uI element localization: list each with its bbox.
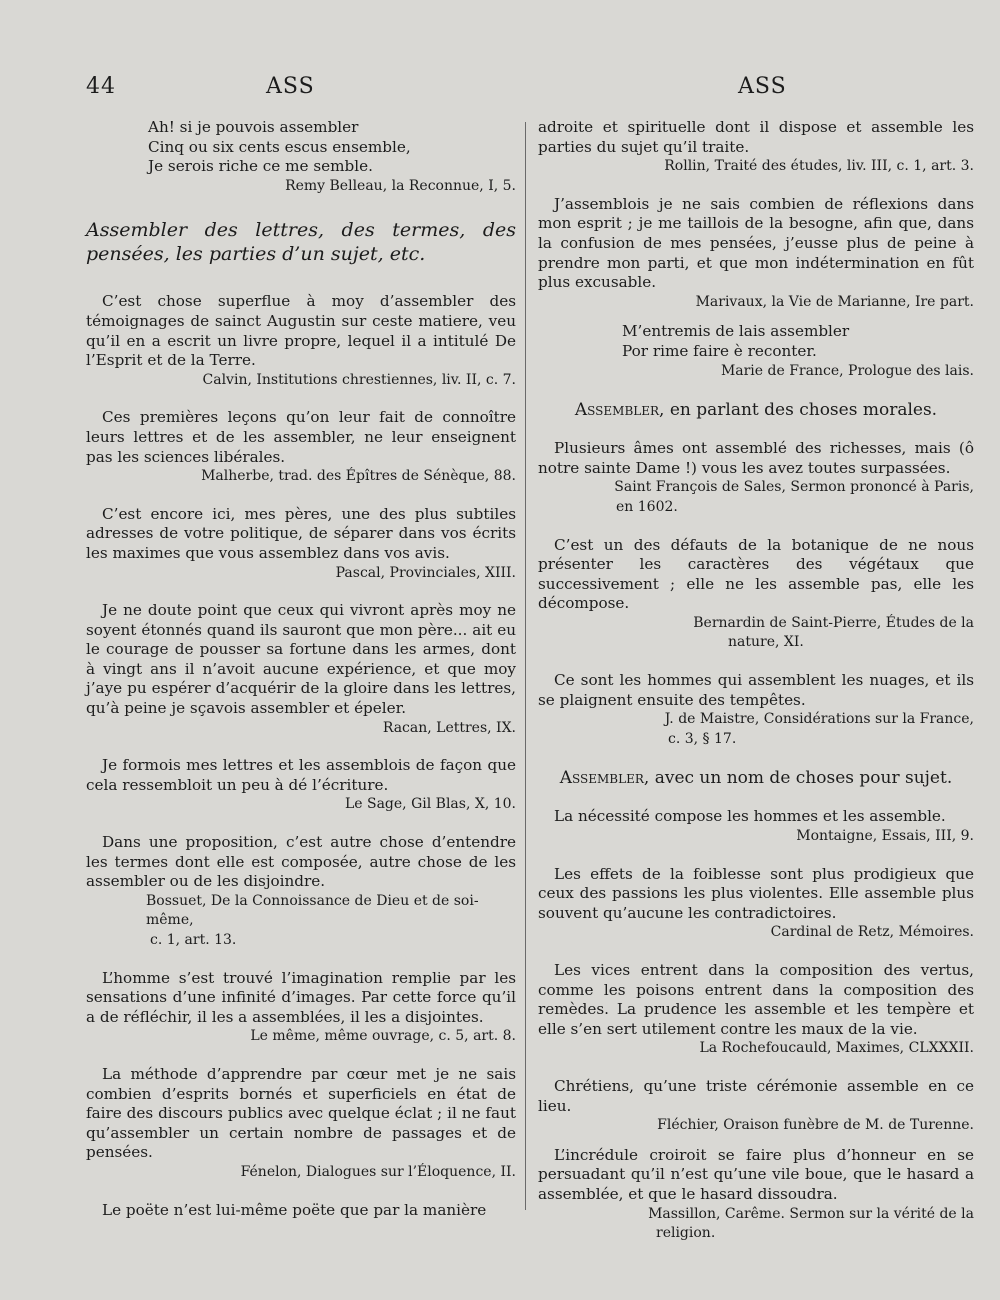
- citation: Saint François de Sales, Sermon prononcé à Paris,: [614, 479, 974, 496]
- citation-continued: c. 1, art. 13.: [150, 932, 237, 948]
- section-heading: [538, 767, 974, 789]
- right-column: [538, 118, 974, 1262]
- quotation: C’est chose superflue à moy d’assembler des témoignages de sainct Augustin sur ceste matiere, veu qu’il en a escrit un livre propre, lequel il a intitulé De l’Esprit et de la Terre.: [86, 292, 516, 370]
- verse-quote: [538, 322, 974, 381]
- citation: Le même, même ouvrage, c. 5, art. 8.: [250, 1028, 516, 1045]
- citation-continued: nature, XI.: [728, 634, 804, 651]
- citation: Cardinal de Retz, Mémoires.: [770, 924, 974, 941]
- section-heading-keyword: Assembler: [559, 768, 644, 789]
- section-heading-text: , en parlant des choses morales.: [659, 400, 938, 421]
- citation: Racan, Lettres, IX.: [382, 719, 516, 736]
- citation: Remy Belleau, la Reconnue, I, 5.: [285, 177, 516, 194]
- column-divider: [525, 122, 526, 1210]
- citation: Le Sage, Gil Blas, X, 10.: [344, 796, 516, 813]
- citation: Marie de France, Prologue des lais.: [720, 362, 974, 379]
- quotation: Ce sont les hommes qui assemblent les nuages, et ils se plaignent ensuite des tempêtes.: [538, 671, 974, 709]
- quotation: Ces premières leçons qu’on leur fait de connoître leurs lettres et de les assembler, ne leur enseignent pas les sciences libérales.: [86, 408, 516, 466]
- citation: Bernardin de Saint-Pierre, Études de la: [693, 614, 974, 631]
- quotation: J’assemblois je ne sais combien de réflexions dans mon esprit ; je me taillois de la besogne, afin que, dans la confusion de mes pensées, j’eusse plus de peine à prendre mon parti, et que mon indétermination en fût plus excusable.: [538, 194, 974, 292]
- citation: Fénelon, Dialogues sur l’Éloquence, II.: [240, 1163, 516, 1180]
- quotation: L’homme s’est trouvé l’imagination remplie par les sensations d’une infinité d’images. Par cette force qu’il a de réfléchir, il les a assemblées, il les a disjointes.: [86, 968, 516, 1026]
- quotation: Je formois mes lettres et les assemblois de façon que cela ressembloit un peu à dé l’écriture.: [86, 756, 516, 794]
- left-column: [86, 118, 516, 1238]
- quotation: Je ne doute point que ceux qui vivront après moy ne soyent étonnés quand ils sauront que mon père... ait eu le courage de pousser sa fortune dans les armes, dont à vingt ans il n’avoit aucune expérience, et que moy j’aye pu espérer d’acquérir de la gloire dans les lettres, qu’à peine je sçavois assembler et épeler.: [86, 601, 516, 718]
- quotation: Les effets de la foiblesse sont plus prodigieux que ceux des passions les plus violentes. Elle assemble plus souvent qu’aucune les contradictoires.: [538, 864, 974, 922]
- quotation: Les vices entrent dans la composition des vertus, comme les poisons entrent dans la composition des remèdes. La prudence les assemble et les tempère et elle s’en sert utilement contre les maux de la vie.: [538, 961, 974, 1038]
- citation: Calvin, Institutions chrestiennes, liv. II, c. 7.: [202, 371, 516, 388]
- verse-line: Por rime faire è reconter.: [622, 341, 817, 360]
- citation: J. de Maistre, Considérations sur la France,: [664, 711, 974, 728]
- citation-continued: c. 3, § 17.: [668, 730, 737, 747]
- citation: Pascal, Provinciales, XIII.: [335, 564, 516, 581]
- verse-quote: [86, 118, 516, 196]
- citation: La Rochefoucauld, Maximes, CLXXXII.: [699, 1040, 974, 1057]
- quotation: Chrétiens, qu’une triste cérémonie assemble en ce lieu.: [538, 1076, 974, 1115]
- running-head-left: ASS: [266, 74, 315, 99]
- quotation: Plusieurs âmes ont assemblé des richesses, mais (ô notre sainte Dame !) vous les avez toutes surpassées.: [538, 439, 974, 477]
- section-heading-keyword: Assembler: [574, 400, 660, 421]
- section-heading: [538, 399, 974, 421]
- section-heading-text: , avec un nom de choses pour sujet.: [643, 768, 953, 789]
- citation-continued: religion.: [656, 1225, 716, 1242]
- page-number: 44: [86, 74, 116, 99]
- citation: Rollin, Traité des études, liv. III, c. 1, art. 3.: [664, 158, 974, 175]
- quotation: C’est un des défauts de la botanique de ne nous présenter les caractères des végétaux que successivement ; elle ne les assemble pas, elle les décompose.: [538, 535, 974, 613]
- quotation: adroite et spirituelle dont il dispose et assemble les parties du sujet qu’il traite.: [538, 118, 974, 156]
- citation-continued: en 1602.: [616, 498, 678, 515]
- running-head-right: ASS: [738, 74, 787, 99]
- quotation: Le poëte n’est lui-même poëte que par la manière: [102, 1200, 487, 1219]
- quotation: Dans une proposition, c’est autre chose d’entendre les termes dont elle est composée, autre chose de les assembler ou de les disjoindre.: [86, 833, 516, 891]
- citation: Montaigne, Essais, III, 9.: [796, 828, 974, 845]
- section-heading: Assembler des lettres, des termes, des pensées, les parties d’un sujet, etc.: [86, 219, 516, 266]
- verse-line: Je serois riche ce me semble.: [148, 157, 373, 176]
- citation: Massillon, Carême. Sermon sur la vérité de la: [648, 1205, 974, 1222]
- verse-line: Cinq ou six cents escus ensemble,: [148, 137, 411, 156]
- quotation: L’incrédule croiroit se faire plus d’honneur en se persuadant qu’il n’est qu’une vile boue, que le hasard a assemblée, et que le hasard dissoudra.: [538, 1145, 974, 1203]
- quotation: C’est encore ici, mes pères, une des plus subtiles adresses de votre politique, de séparer dans vos écrits les maximes que vous assemblez dans vos avis.: [86, 504, 516, 562]
- citation: Bossuet, De la Connoissance de Dieu et de soi-même,: [146, 892, 479, 929]
- verse-line: Ah! si je pouvois assembler: [148, 118, 359, 136]
- citation: Fléchier, Oraison funèbre de M. de Turenne.: [657, 1117, 974, 1134]
- quotation: La méthode d’apprendre par cœur met je ne sais combien d’esprits bornés et superficiels en état de faire des discours publics avec quelque éclat ; il ne faut qu’assembler un certain nombre de passages et de pensées.: [86, 1064, 516, 1162]
- citation: Malherbe, trad. des Épîtres de Sénèque, 88.: [201, 468, 516, 485]
- citation: Marivaux, la Vie de Marianne, Ire part.: [695, 293, 974, 310]
- verse-line: M’entremis de lais assembler: [622, 322, 850, 341]
- quotation: La nécessité compose les hommes et les assemble.: [554, 807, 946, 826]
